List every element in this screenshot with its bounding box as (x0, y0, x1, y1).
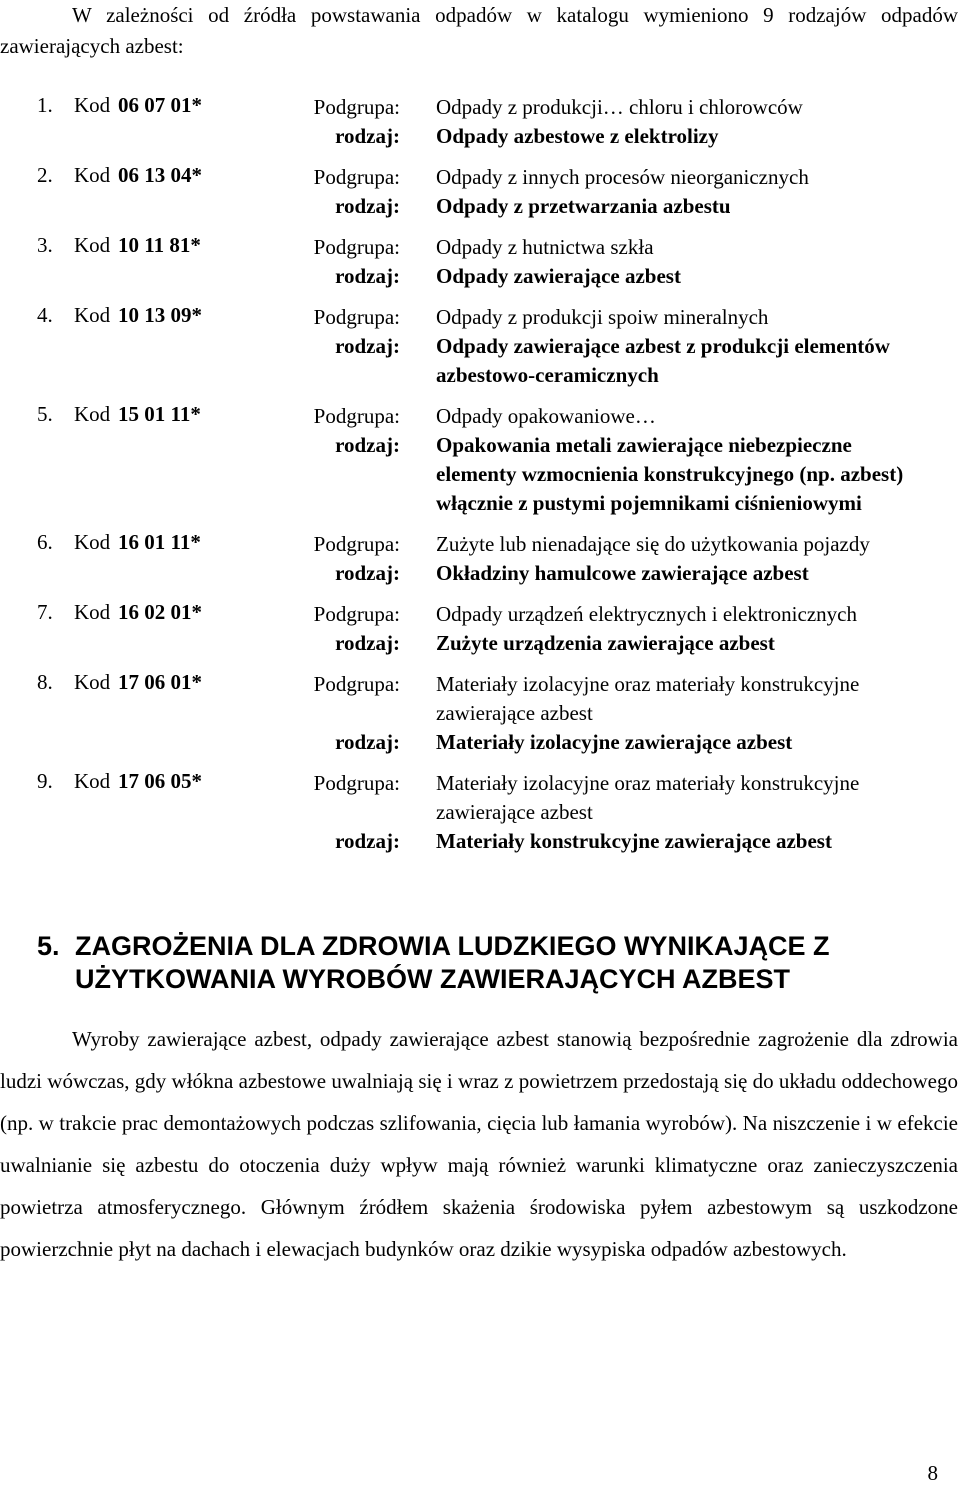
entry-code: 16 01 11* (118, 530, 201, 554)
entry-description (436, 670, 936, 757)
waste-code-entry (0, 233, 960, 291)
intro-paragraph (0, 0, 958, 62)
entry-labels (290, 402, 400, 460)
podgrupa-text: Materiały izolacyjne oraz materiały konstrukcyjne zawierające azbest (436, 672, 860, 725)
podgrupa-text: Odpady z innych procesów nieorganicznych (436, 165, 809, 189)
podgrupa-text: Odpady urządzeń elektrycznych i elektronicznych (436, 602, 857, 626)
rodzaj-text: Zużyte urządzenia zawierające azbest (436, 631, 775, 655)
rodzaj-label: rodzaj: (335, 194, 400, 218)
rodzaj-text: Odpady zawierające azbest z produkcji elementów azbestowo-ceramicznych (436, 334, 890, 387)
rodzaj-text: Odpady azbestowe z elektrolizy (436, 124, 719, 148)
entry-kod-label: Kod (74, 600, 111, 624)
entry-labels (290, 93, 400, 151)
entry-description (436, 600, 936, 658)
podgrupa-label: Podgrupa: (313, 771, 400, 795)
entry-description (436, 530, 936, 588)
section-title-line1: ZAGROŻENIA DLA ZDROWIA LUDZKIEGO WYNIKAJĄCE Z (75, 931, 830, 961)
waste-code-entry (0, 600, 960, 658)
entry-number: 6. (37, 530, 53, 554)
podgrupa-text: Odpady z produkcji spoiw mineralnych (436, 305, 769, 329)
entry-labels (290, 303, 400, 361)
podgrupa-label: Podgrupa: (313, 532, 400, 556)
rodzaj-text: Materiały konstrukcyjne zawierające azbest (436, 829, 832, 853)
podgrupa-label: Podgrupa: (313, 95, 400, 119)
entry-code: 17 06 01* (118, 670, 202, 694)
section-title-line2: UŻYTKOWANIA WYROBÓW ZAWIERAJĄCYCH AZBEST (75, 964, 790, 994)
entry-code: 06 07 01* (118, 93, 202, 117)
rodzaj-label: rodzaj: (335, 334, 400, 358)
entry-labels (290, 530, 400, 588)
entry-labels (290, 233, 400, 291)
rodzaj-label: rodzaj: (335, 433, 400, 457)
section-paragraph: Wyroby zawierające azbest, odpady zawierające azbest stanowią bezpośrednie zagrożenie dla zdrowia ludzi wówczas, gdy włókna azbestowe uwalniają się i wraz z powietrzem przedostają się do układu oddechowego (np. w trakcie prac demontażowych podczas szlifowania, cięcia lub łamania wyrobów). Na niszczenie i w efekcie uwalnianie się azbestu do otoczenia duży wpływ mają również warunki klimatyczne oraz zanieczyszczenia powietrza atmosferycznego. Głównym źródłem skażenia środowiska pyłem azbestowym są uszkodzone powierzchnie płyt na dachach i elewacjach budynków oraz dzikie wysypiska odpadów azbestowych. (0, 1027, 958, 1261)
entry-code: 15 01 11* (118, 402, 201, 426)
waste-code-entry (0, 670, 960, 757)
rodzaj-label: rodzaj: (335, 730, 400, 754)
waste-code-entry (0, 402, 960, 518)
entry-code: 10 13 09* (118, 303, 202, 327)
podgrupa-text: Odpady z hutnictwa szkła (436, 235, 654, 259)
entry-number: 2. (37, 163, 53, 187)
waste-code-entry (0, 163, 960, 221)
entry-code: 16 02 01* (118, 600, 202, 624)
entry-labels (290, 600, 400, 658)
podgrupa-text: Odpady opakowaniowe… (436, 404, 656, 428)
podgrupa-text: Odpady z produkcji… chloru i chlorowców (436, 95, 803, 119)
entry-kod-label: Kod (74, 530, 111, 554)
entry-labels (290, 670, 400, 757)
podgrupa-label: Podgrupa: (313, 165, 400, 189)
entry-number: 1. (37, 93, 53, 117)
entry-labels (290, 769, 400, 856)
rodzaj-label: rodzaj: (335, 561, 400, 585)
rodzaj-text: Okładziny hamulcowe zawierające azbest (436, 561, 809, 585)
entry-description (436, 233, 936, 291)
entry-number: 8. (37, 670, 53, 694)
waste-code-entry (0, 93, 960, 151)
rodzaj-label: rodzaj: (335, 829, 400, 853)
entry-number: 3. (37, 233, 53, 257)
rodzaj-label: rodzaj: (335, 124, 400, 148)
entry-number: 5. (37, 402, 53, 426)
entry-description (436, 163, 936, 221)
entry-kod-label: Kod (74, 303, 111, 327)
entry-description (436, 402, 936, 518)
entry-kod-label: Kod (74, 769, 111, 793)
intro-text: W zależności od źródła powstawania odpadów w katalogu wymieniono 9 rodzajów odpadów zawierających azbest: (0, 3, 958, 58)
rodzaj-label: rodzaj: (335, 264, 400, 288)
waste-code-entry (0, 303, 960, 390)
entry-description (436, 303, 936, 390)
entry-code: 06 13 04* (118, 163, 202, 187)
entry-kod-label: Kod (74, 233, 111, 257)
entry-description (436, 93, 936, 151)
entry-code: 17 06 05* (118, 769, 202, 793)
entry-kod-label: Kod (74, 163, 111, 187)
entry-kod-label: Kod (74, 670, 111, 694)
waste-code-entry (0, 769, 960, 856)
entry-kod-label: Kod (74, 402, 111, 426)
rodzaj-text: Odpady zawierające azbest (436, 264, 681, 288)
entry-number: 7. (37, 600, 53, 624)
rodzaj-label: rodzaj: (335, 631, 400, 655)
podgrupa-label: Podgrupa: (313, 602, 400, 626)
section-number: 5. (37, 931, 60, 961)
podgrupa-label: Podgrupa: (313, 672, 400, 696)
waste-code-entry (0, 530, 960, 588)
entry-description (436, 769, 936, 856)
entry-number: 9. (37, 769, 53, 793)
section-heading (37, 930, 957, 996)
podgrupa-text: Zużyte lub nienadające się do użytkowania pojazdy (436, 532, 870, 556)
entry-code: 10 11 81* (118, 233, 201, 257)
podgrupa-label: Podgrupa: (313, 305, 400, 329)
page-number: 8 (927, 1461, 938, 1485)
entry-kod-label: Kod (74, 93, 111, 117)
podgrupa-label: Podgrupa: (313, 404, 400, 428)
entry-number: 4. (37, 303, 53, 327)
rodzaj-text: Opakowania metali zawierające niebezpieczne elementy wzmocnienia konstrukcyjnego (np. azbest) włącznie z pustymi pojemnikami ciśnieniowymi (436, 433, 904, 515)
podgrupa-label: Podgrupa: (313, 235, 400, 259)
podgrupa-text: Materiały izolacyjne oraz materiały konstrukcyjne zawierające azbest (436, 771, 860, 824)
waste-code-list (0, 93, 960, 868)
rodzaj-text: Odpady z przetwarzania azbestu (436, 194, 731, 218)
rodzaj-text: Materiały izolacyjne zawierające azbest (436, 730, 793, 754)
entry-labels (290, 163, 400, 221)
